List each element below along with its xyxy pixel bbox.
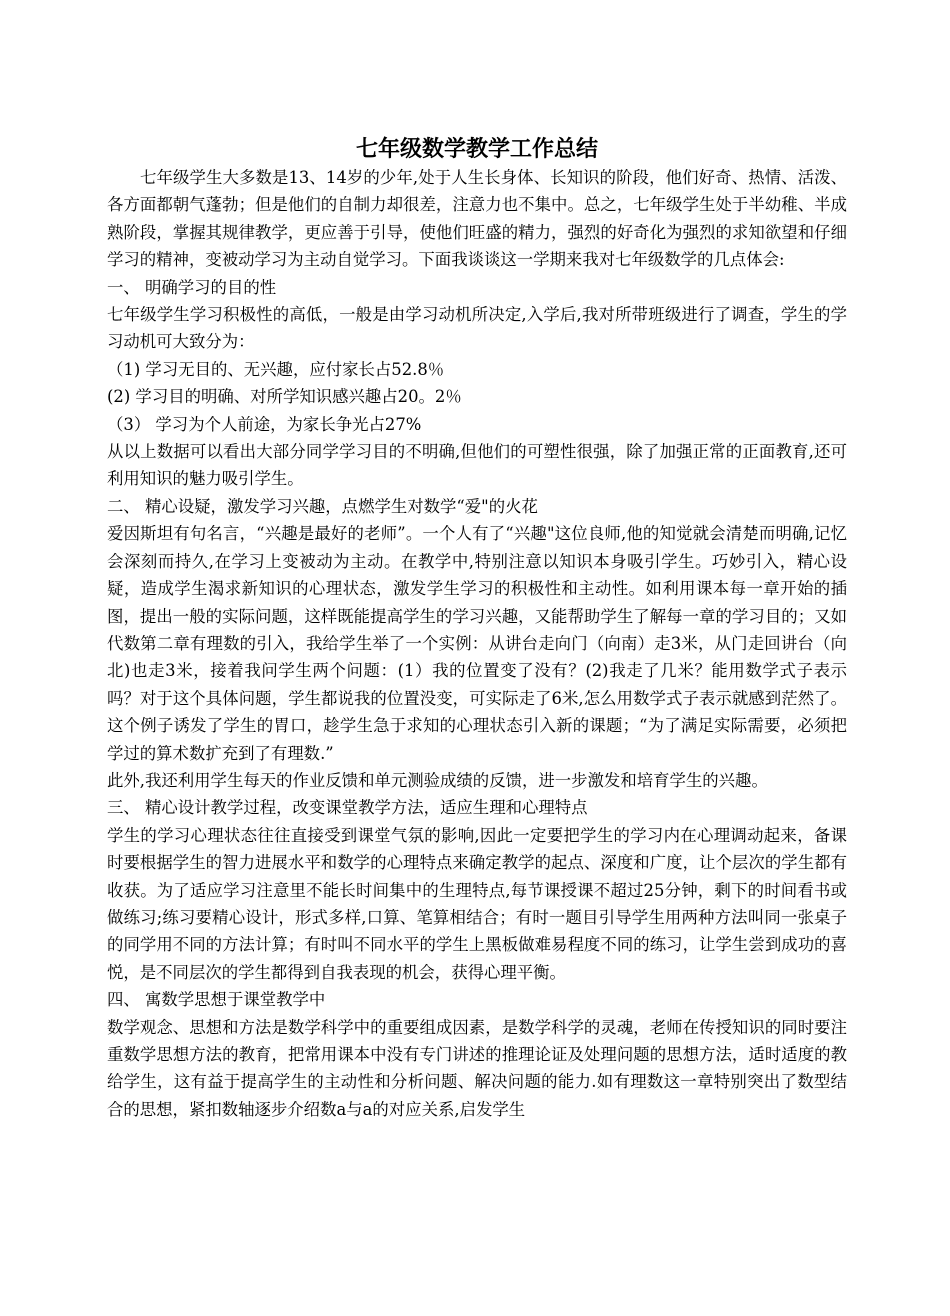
list-item-3: （3） 学习为个人前途，为家长争光占27% bbox=[107, 414, 422, 434]
section-heading-4: 四、 寓数学思想于课堂教学中 bbox=[107, 990, 326, 1010]
section-heading-1: 一、 明确学习的目的性 bbox=[107, 277, 277, 297]
document-page bbox=[107, 134, 847, 1123]
list-item-2: (2) 学习目的明确、对所学知识感兴趣占20。2％ bbox=[107, 387, 462, 407]
body-paragraph: 学生的学习心理状态往往直接受到课堂气氛的影响,因此一定要把学生的学习内在心理调动起来，备课时要根据学生的智力进展水平和数学的心理特点来确定教学的起点、深度和广度，让个层次的学生都有收获。为了适应学习注意里不能长时间集中的生理特点,每节课授课不超过25分钟，剩下的时间看书或做练习;练习要精心设计，形式多样,口算、笔算相结合；有时一题目引导学生用两种方法叫同一张桌子的同学用不同的方法计算；有时叫不同水平的学生上黑板做难易程度不同的练习，让学生尝到成功的喜悦，是不同层次的学生都得到自我表现的机会，获得心理平衡。 bbox=[107, 825, 847, 982]
body-paragraph: 七年级学生学习积极性的高低，一般是由学习动机所决定,入学后,我对所带班级进行了调查，学生的学习动机可大致分为： bbox=[107, 305, 847, 352]
section-heading-3: 三、 精心设计教学过程，改变课堂教学方法，适应生理和心理特点 bbox=[107, 798, 588, 818]
section-heading-2: 二、 精心设疑，激发学习兴趣，点燃学生对数学“爱"的火花 bbox=[107, 496, 538, 516]
body-paragraph: 从以上数据可以看出大部分同学学习目的不明确,但他们的可塑性很强，除了加强正常的正面教育,还可利用知识的魅力吸引学生。 bbox=[107, 442, 847, 489]
intro-paragraph: 七年级学生大多数是13、14岁的少年,处于人生长身体、长知识的阶段，他们好奇、热情、活泼、各方面都朝气蓬勃；但是他们的自制力却很差，注意力也不集中。总之，七年级学生处于半幼稚、半成熟阶段，掌握其规律教学，更应善于引导，使他们旺盛的精力，强烈的好奇化为强烈的求知欲望和仔细学习的精神，变被动学习为主动自觉学习。下面我谈谈这一学期来我对七年级数学的几点体会: bbox=[107, 168, 847, 270]
body-paragraph: 此外,我还利用学生每天的作业反馈和单元测验成绩的反馈，进一步激发和培育学生的兴趣。 bbox=[107, 770, 768, 790]
body-paragraph: 数学观念、思想和方法是数学科学中的重要组成因素，是数学科学的灵魂，老师在传授知识的同时要注重数学思想方法的教育，把常用课本中没有专门讲述的推理论证及处理问题的思想方法，适时适度的教给学生，这有益于提高学生的主动性和分析问题、解决问题的能力.如有理数这一章特别突出了数型结合的思想，紧扣数轴逐步介绍数a与a的对应关系,启发学生 bbox=[107, 1017, 847, 1119]
document-title: 七年级数学教学工作总结 bbox=[355, 136, 598, 162]
body-paragraph: 爱因斯坦有句名言，“兴趣是最好的老师”。一个人有了“兴趣"这位良师,他的知觉就会清楚而明确,记忆会深刻而持久,在学习上变被动为主动。在教学中,特别注意以知识本身吸引学生。巧妙引入，精心设疑，造成学生渴求新知识的心理状态，激发学生学习的积极性和主动性。如利用课本每一章开始的插图，提出一般的实际问题，这样既能提高学生的学习兴趣，又能帮助学生了解每一章的学习目的；又如代数第二章有理数的引入，我给学生举了一个实例：从讲台走向门（向南）走3米，从门走回讲台（向北)也走3米，接着我问学生两个问题：(1）我的位置变了没有？(2)我走了几米？能用数学式子表示吗？对于这个具体问题，学生都说我的位置没变，可实际走了6米,怎么用数学式子表示就感到茫然了。这个例子诱发了学生的胃口，趁学生急于求知的心理状态引入新的课题；“为了满足实际需要，必须把学过的算术数扩充到了有理数.” bbox=[107, 524, 847, 763]
list-item-1: （1) 学习无目的、无兴趣，应付家长占52.8％ bbox=[107, 359, 445, 379]
